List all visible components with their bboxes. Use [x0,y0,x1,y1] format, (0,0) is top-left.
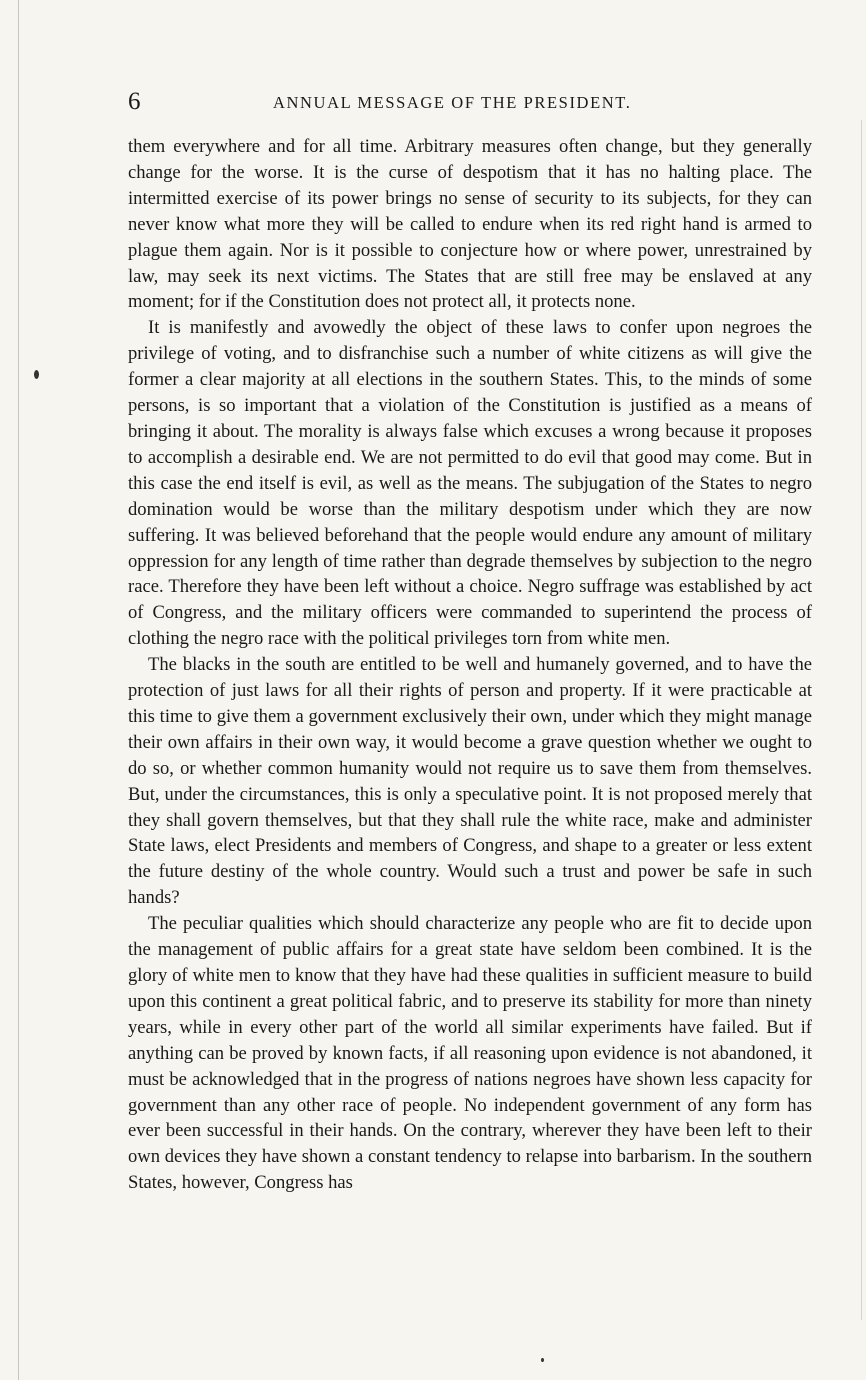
running-head: ANNUAL MESSAGE OF THE PRESIDENT. [273,93,632,112]
ink-speck [34,370,39,379]
paragraph: them everywhere and for all time. Arbitrary measures often change, but they generally change for the worse. It is the curse of despotism that it has no halting place. The intermitted exercise of its power brings no sense of security to its subjects, for they can never know what more they will be called to endure when its red right hand is armed to plague them again. Nor is it possible to conjecture how or where power, unrestrained by law, may seek its next victims. The States that are still free may be enslaved at any moment; for if the Constitution does not protect all, it protects none. [128,136,812,313]
page-edge-right [861,120,862,1320]
page-number: 6 [128,88,141,115]
body-text [128,134,812,1196]
paragraph: It is manifestly and avowedly the object of these laws to confer upon negroes the privilege of voting, and to disfranchise such a number of white citizens as will give the former a clear majority at all elections in the southern States. This, to the minds of some persons, is so important that a violation of the Constitution is justified as a means of bringing it about. The morality is always false which excuses a wrong because it proposes to accomplish a desirable end. We are not permitted to do evil that good may come. But in this case the end itself is evil, as well as the means. The subjugation of the States to negro domination would be worse than the military despotism under which they are now suffering. It was believed beforehand that the people would endure any amount of military oppression for any length of time rather than degrade themselves by subjection to the negro race. Therefore they have been left without a choice. Negro suffrage was established by act of Congress, and the military officers were commanded to superintend the process of clothing the negro race with the political privileges torn from white men. [128,317,812,650]
page-edge-left [18,0,19,1380]
paragraph: The peculiar qualities which should characterize any people who are fit to decide upon the management of public affairs for a great state have seldom been combined. It is the glory of white men to know that they have had these qualities in sufficient measure to build upon this continent a great political fabric, and to preserve its stability for more than ninety years, while in every other part of the world all similar experiments have failed. But if anything can be proved by known facts, if all reasoning upon evidence is not abandoned, it must be acknowledged that in the progress of nations negroes have shown less capacity for government than any other race of people. No independent government of any form has ever been successful in their hands. On the contrary, wherever they have been left to their own devices they have shown a constant tendency to relapse into barbarism. In the southern States, however, Congress has [128,913,812,1194]
page-header [128,88,818,118]
ink-speck [541,1358,544,1362]
paragraph: The blacks in the south are entitled to be well and humanely governed, and to have the protection of just laws for all their rights of person and property. If it were practicable at this time to give them a government exclusively their own, under which they might manage their own affairs in their own way, it would become a grave question whether we ought to do so, or whether common humanity would not require us to save them from themselves. But, under the circumstances, this is only a speculative point. It is not proposed merely that they shall govern themselves, but that they shall rule the white race, make and administer State laws, elect Presidents and members of Congress, and shape to a greater or less extent the future destiny of the whole country. Would such a trust and power be safe in such hands? [128,654,812,909]
